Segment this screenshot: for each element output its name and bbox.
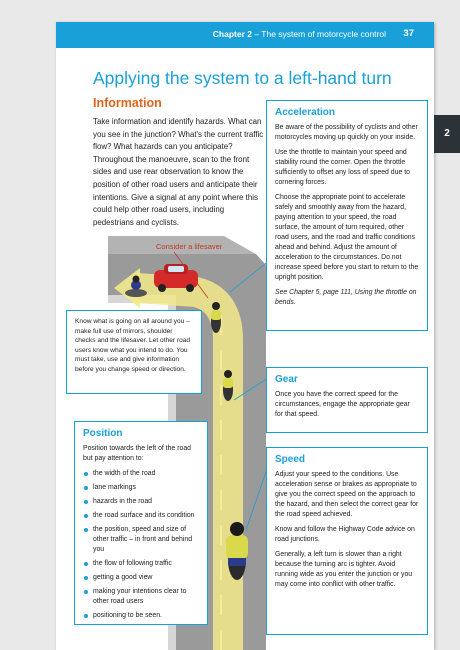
acceleration-paragraph: Use the throttle to maintain your speed and stability round the corner. Open the throttle sufficiently to offset any loss of speed due to cornering forces. (275, 149, 410, 186)
information-text: Take information and identify hazards. What can you see in the junction? What's the current traffic flow? What hazards can you anticipate? Throughout the manoeuvre, scan to the front sides and use rear observation to know the position of other road users and anticipate their intentions. Give a signal at any point where this could help other road users, including pedestrians and cyclists. (93, 117, 264, 227)
list-item: positioning to be seen. (83, 611, 199, 621)
gear-text: Once you have the correct speed for the circumstances, engage the appropriate gear for that speed. (275, 391, 410, 418)
speed-paragraph: Adjust your speed to the conditions. Use acceleration sense or brakes as appropriate to give you the correct speed on the approach to the hazard, and then select the correct gear for the road speed achieved. (275, 471, 419, 518)
chapter-heading (213, 29, 386, 39)
acceleration-paragraph: Choose the appropriate point to accelerate safely and smoothly away from the hazard, paying attention to your speed, the road surface, the amount of turn required, other road users, and the road and traffic conditions ahead and behind. Adjust the amount of acceleration to the circumstances. Do not increase speed before you start to return to the upright position. (275, 194, 419, 281)
position-box (74, 421, 208, 625)
know-box (66, 310, 202, 394)
speed-paragraph: Know and follow the Highway Code advice on road junctions. (275, 526, 415, 543)
know-text: Know what is going on all around you – make full use of mirrors, shoulder checks and the lifesaver. Let other road users know what you intend to do. You must take, use and give information before you change speed or direction. (75, 318, 191, 373)
motorcycle-turning (211, 302, 221, 333)
list-item: hazards in the road (83, 497, 199, 507)
speed-paragraph: Generally, a left turn is slower than a right because the turning arc is tighter. Avoid running wide as you enter the junction or you may come into conflict with other traffic. (275, 551, 413, 588)
chapter-title: – The system of motorcycle control (251, 29, 386, 39)
running-header (56, 22, 434, 48)
speed-box (266, 447, 428, 635)
list-item: lane markings (83, 483, 199, 493)
list-item: the road surface and its condition (83, 511, 199, 521)
list-item: the flow of following traffic (83, 559, 199, 569)
position-list (83, 469, 199, 621)
information-heading: Information (93, 96, 162, 110)
lifesaver-label: Consider a lifesaver (156, 242, 223, 251)
chapter-side-tab[interactable]: 2 (434, 115, 460, 153)
gear-heading: Gear (275, 374, 298, 385)
motorcycle-approaching (223, 370, 233, 401)
gear-box (266, 367, 428, 433)
acceleration-reference: See Chapter 5, page 111, Using the throttle on bends. (275, 289, 417, 306)
page-number: 37 (403, 28, 414, 39)
acceleration-paragraph: Be aware of the possibility of cyclists and other motorcycles moving up quickly on your inside. (275, 124, 418, 141)
list-item: making your intentions clear to other road users (83, 587, 199, 607)
list-item: the width of the road (83, 469, 199, 479)
chapter-label: Chapter 2 (212, 29, 252, 39)
list-item: the position, speed and size of other traffic – in front and behind you (83, 525, 199, 555)
acceleration-box (266, 100, 428, 331)
acceleration-heading: Acceleration (275, 107, 336, 118)
position-intro: Position towards the left of the road but pay attention to: (83, 445, 192, 462)
speed-heading: Speed (275, 454, 306, 465)
page-title: Applying the system to a left-hand turn (93, 68, 392, 88)
list-item: getting a good view (83, 573, 199, 583)
position-heading: Position (83, 428, 123, 439)
